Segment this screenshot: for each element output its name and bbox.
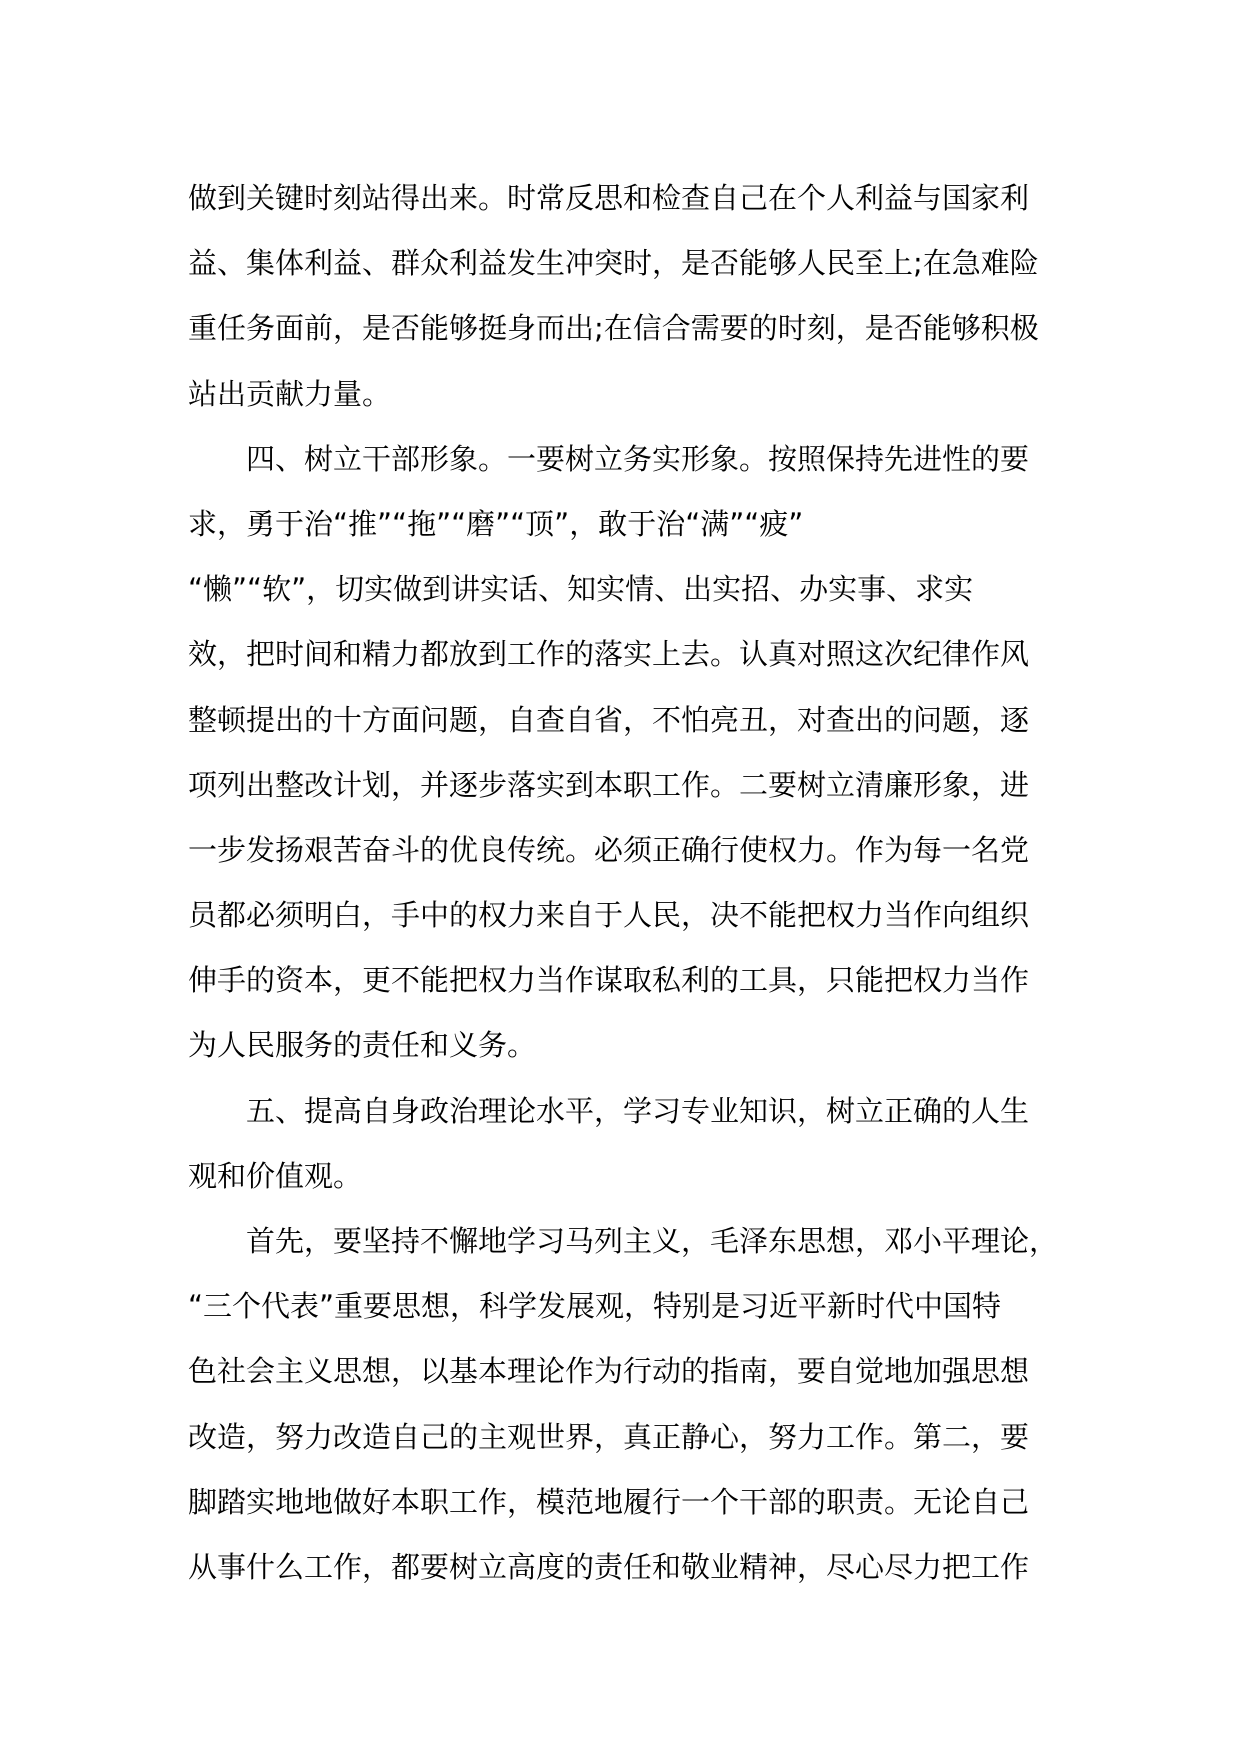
text-line: 一步发扬艰苦奋斗的优良传统。必须正确行使权力。作为每一名党 [188,832,1030,867]
text-line: 项列出整改计划，并逐步落实到本职工作。二要树立清廉形象，进 [188,767,1030,802]
text-line: 脚踏实地地做好本职工作，模范地履行一个干部的职责。无论自己 [188,1484,1030,1519]
text-line: “懒”“软”，切实做到讲实话、知实情、出实招、办实事、求实 [188,572,974,607]
text-line: 为人民服务的责任和义务。 [188,1028,537,1063]
text-line: 做到关键时刻站得出来。时常反思和检查自己在个人利益与国家利 [188,181,1030,215]
paragraph-start-line: 五、提高自身政治理论水平，学习专业知识，树立正确的人生 [246,1093,1030,1128]
text-line: 改造，努力改造自己的主观世界，真正静心，努力工作。第二，要 [188,1419,1030,1454]
text-line: 从事什么工作，都要树立高度的责任和敬业精神，尽心尽力把工作 [188,1549,1030,1584]
text-line: 整顿提出的十方面问题，自查自省，不怕亮丑，对查出的问题，逐 [188,702,1030,737]
text-line: 效，把时间和精力都放到工作的落实上去。认真对照这次纪律作风 [188,637,1030,672]
paragraph-start-line: 首先，要坚持不懈地学习马列主义，毛泽东思想，邓小平理论， [246,1224,1059,1258]
text-line: 伸手的资本，更不能把权力当作谋取私利的工具，只能把权力当作 [188,963,1030,998]
document-body [188,166,1058,1600]
text-line: 益、集体利益、群众利益发生冲突时，是否能够人民至上;在急难险 [188,246,1039,281]
text-line: 员都必须明白，手中的权力来自于人民，决不能把权力当作向组织 [188,898,1030,933]
text-line: 求，勇于治“推”“拖”“磨”“顶”，敢于治“满”“疲” [188,506,804,541]
text-line: 色社会主义思想，以基本理论作为行动的指南，要自觉地加强思想 [188,1354,1030,1389]
text-line: 观和价值观。 [188,1158,363,1193]
paragraph-start-line: 四、树立干部形象。一要树立务实形象。按照保持先进性的要 [246,441,1030,476]
text-line: 站出贡献力量。 [188,376,392,411]
text-line: 重任务面前，是否能够挺身而出;在信合需要的时刻，是否能够积极 [188,311,1039,346]
text-line: “三个代表”重要思想，科学发展观，特别是习近平新时代中国特 [188,1289,1002,1324]
